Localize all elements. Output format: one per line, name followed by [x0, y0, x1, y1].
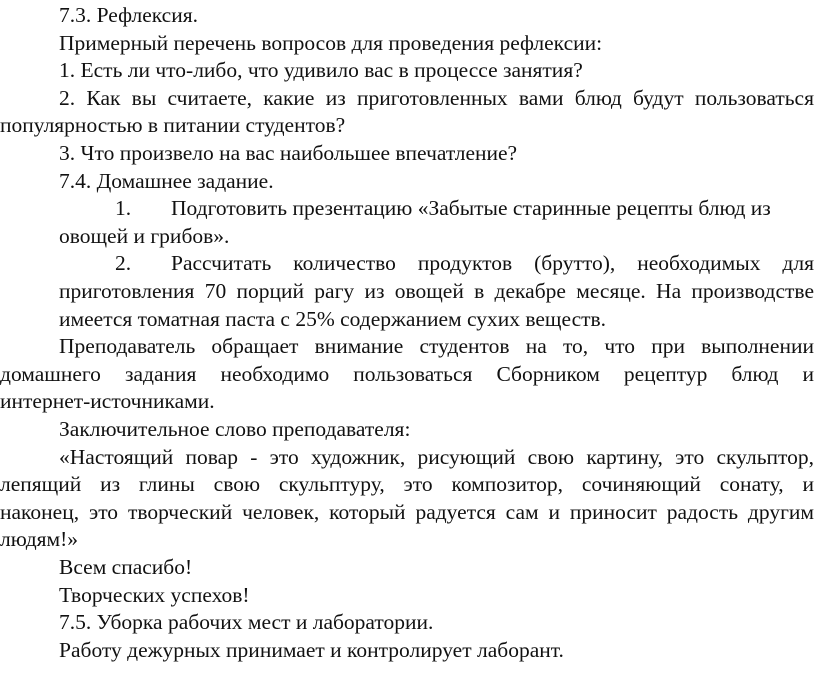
list-item-continuation: овощей и грибов». — [59, 223, 230, 248]
section-heading-reflection: 7.3. Рефлексия. — [59, 3, 198, 27]
quote-line: наконец, это творческий человек, который радуется сам и приносит радость другим — [0, 499, 814, 524]
question-line: популярностью в питании студентов? — [0, 113, 346, 138]
list-item-text: Подготовить презентацию «Забытые старинные рецепты блюд из — [171, 196, 771, 221]
list-item — [0, 250, 814, 278]
section-heading-homework: 7.4. Домашнее задание. — [59, 168, 274, 193]
question-line: 1. Есть ли что-либо, что удивило вас в процессе занятия? — [59, 58, 583, 83]
quote-line: лепящий из глины свою скульптуру, это композитор, сочиняющий сонату, и — [0, 472, 814, 497]
list-item-number: 1. — [115, 196, 132, 221]
list-item-continuation: приготовления 70 порций рагу из овощей в декабре месяце. На производстве — [59, 279, 814, 303]
question-line: 2. Как вы считаете, какие из приготовленных вами блюд будут пользоваться — [59, 85, 814, 110]
paragraph-line: Преподаватель обращает внимание студентов на то, что при выполнении — [59, 334, 814, 359]
section-heading-cleanup: 7.5. Уборка рабочих мест и лаборатории. — [59, 610, 434, 635]
paragraph-line: Заключительное слово преподавателя: — [59, 417, 411, 441]
quote-line: «Настоящий повар - это художник, рисующий свою картину, это скульптор, — [59, 444, 814, 469]
paragraph-line: интернет-источниками. — [0, 389, 215, 414]
list-item-continuation: имеется томатная паста с 25% содержанием сухих веществ. — [59, 306, 607, 331]
quote-line: людям!» — [0, 527, 79, 552]
paragraph-line: Всем спасибо! — [59, 555, 193, 579]
paragraph-line: Творческих успехов! — [59, 582, 250, 607]
question-line: 3. Что произвело на вас наибольшее впечатление? — [59, 141, 518, 165]
list-item-text: Рассчитать количество продуктов (брутто), необходимых для — [171, 251, 814, 276]
paragraph-line: домашнего задания необходимо пользоваться Сборником рецептур блюд и — [0, 361, 814, 386]
list-item — [0, 195, 814, 223]
list-item-number: 2. — [115, 251, 132, 276]
paragraph-line: Примерный перечень вопросов для проведения рефлексии: — [59, 30, 603, 55]
paragraph-line: Работу дежурных принимает и контролирует лаборант. — [59, 637, 564, 662]
